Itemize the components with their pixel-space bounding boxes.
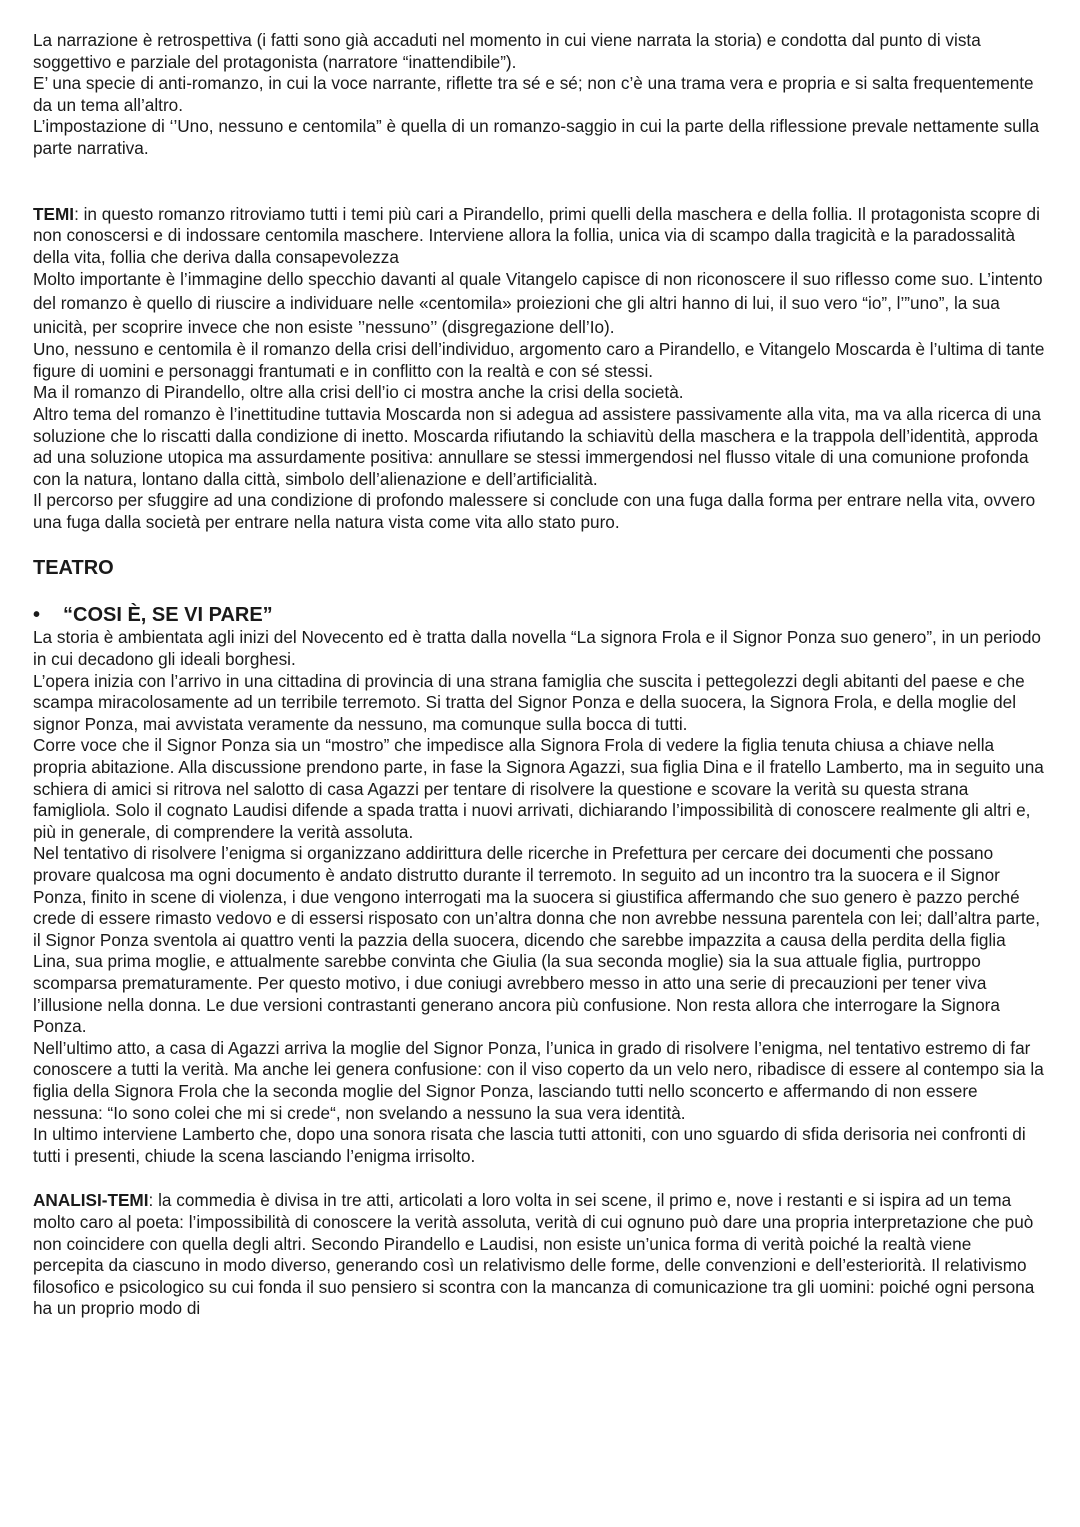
intro-paragraph-3: L’impostazione di ‘’Uno, nessuno e centomila” è quella di un romanzo-saggio in cui la parte della riflessione prevale nettamente sulla parte narrativa.	[33, 116, 1040, 158]
spacer	[33, 533, 1046, 556]
play-paragraph-6: In ultimo interviene Lamberto che, dopo una sonora risata che lascia tutti attoniti, con uno sguardo di sfida derisoria nei confronti di tutti i presenti, chiude la scena lasciando l’enigma irrisolto.	[33, 1124, 1026, 1166]
play-title-text: “COSI È, SE VI PARE”	[63, 604, 273, 627]
play-paragraph-2: L’opera inizia con l’arrivo in una cittadina di provincia di una strana famiglia che suscita i pettegolezzi degli abitanti del paese e che scampa miracolosamente ad un terribile terremoto. Si tratta del Signor Ponza e della suocera, la Signora Frola, e della moglie del signor Ponza, mai avvistata veramente da nessuno, ma comunque sulla bocca di tutti.	[33, 670, 1025, 734]
spacer	[33, 160, 1046, 204]
play-paragraph-1: La storia è ambientata agli inizi del Novecento ed è tratta dalla novella “La signora Frola e il Signor Ponza suo genero”, in un periodo in cui decadono gli ideali borghesi.	[33, 627, 1041, 670]
intro-paragraph-1: La narrazione è retrospettiva (i fatti sono già accaduti nel momento in cui viene narrata la storia) e condotta dal punto di vista soggettivo e parziale del protagonista (narratore “inattendibile”).	[33, 30, 981, 72]
bullet-icon: •	[33, 604, 41, 627]
temi-paragraph-3: Uno, nessuno e centomila è il romanzo della crisi dell’individuo, argomento caro a Pirandello, e Vitangelo Moscarda è l’ultima di tante figure di uomini e personaggi frantumati e in conflitto con la realtà e con sé stessi.	[33, 339, 1045, 381]
spacer	[33, 580, 1046, 603]
temi-paragraph-2: Molto importante è l’immagine dello specchio davanti al quale Vitangelo capisce di non riconoscere il suo riflesso come suo. L’intento del romanzo è quello di riuscire a individuare nelle «centomila» proiezioni che gli altri hanno di lui, il suo vero “io”, l’”uno”, la sua unicità, per scoprire invece che non esiste ’’nessuno’’ (disgregazione dell’Io).	[33, 269, 1043, 337]
spacer	[33, 1167, 1046, 1190]
temi-label: TEMI	[33, 203, 75, 224]
section-heading-teatro: TEATRO	[33, 557, 114, 580]
analisi-label: ANALISI-TEMI	[33, 1190, 149, 1211]
play-title	[33, 603, 1046, 627]
temi-paragraph-6: Il percorso per sfuggire ad una condizione di profondo malessere si conclude con una fuga dalla forma per entrare nella vita, ovvero una fuga dalla società per entrare nella natura vista come vita allo stato puro.	[33, 490, 1036, 532]
temi-paragraph-5: Altro tema del romanzo è l’inettitudine tuttavia Moscarda non si adegua ad assistere passivamente alla vita, ma va alla ricerca di una soluzione che lo riscatti dalla condizione di inetto. Moscarda rifiutando la schiavitù della maschera e la trappola dell’identità, approda ad una soluzione utopica ma assurdamente positiva: annullare se stessi immergendosi nel flusso vitale di una comunione profonda con la natura, lontano dalla città, simbolo dell’alienazione e dell’artificialità.	[33, 403, 1041, 489]
analisi-paragraph	[33, 1190, 1046, 1320]
play-paragraph-5: Nell’ultimo atto, a casa di Agazzi arriva la moglie del Signor Ponza, l’unica in grado di risolvere l’enigma, nel tentativo estremo di far conoscere a tutti la verità. Ma anche lei genera confusione: con il viso coperto da un velo nero, ribadisce di essere al contempo sia la figlia della Signora Frola che la seconda moglie del Signor Ponza, lasciando tutti nello sconcerto e affermando di non essere nessuna: “Io sono colei che mi si crede“, non svelando a nessuno la sua vera identità.	[33, 1037, 1044, 1123]
play-paragraph-4: Nel tentativo di risolvere l’enigma si organizzano addirittura delle ricerche in Prefettura per cercare dei documenti che possano provare qualcosa ma ogni documento è andato distrutto durante il terremoto. In seguito ad un incontro tra la suocera e il Signor Ponza, finito in scene di violenza, i due vengono interrogati ma la suocera si giustifica affermando che suo genero è pazzo perché crede di essere rimasto vedovo e di essersi risposato con un’altra donna che non avrebbe nessuna parentela con lei; dall’altra parte, il Signor Ponza sventola ai quattro venti la pazzia della suocera, dicendo che sarebbe impazzita a causa della perdita della figlia Lina, sua prima moglie, e attualmente sarebbe convinta che Giulia (la sua seconda moglie) sia la sua attuale figlia, purtroppo scomparsa prematuramente. Per questo motivo, i due coniugi avrebbero messo in atto una serie di precauzioni per tener viva l’illusione nella donna. Le due versioni contrastanti generano ancora più confusione. Non resta allora che interrogare la Signora Ponza.	[33, 843, 1041, 1037]
temi-paragraph-1	[33, 204, 1046, 269]
temi-text: : in questo romanzo ritroviamo tutti i temi più cari a Pirandello, primi quelli della maschera e della follia. Il protagonista scopre di non conoscersi e di indossare centomila maschere. Interviene allora la follia, unica via di scampo dalla tragicità e la paradossalità della vita, follia che deriva dalla consapevolezza	[33, 203, 1040, 267]
play-paragraph-3: Corre voce che il Signor Ponza sia un “mostro” che impedisce alla Signora Frola di vedere la figlia tenuta chiusa a chiave nella propria abitazione. Alla discussione prendono parte, in fase la Signora Agazzi, sua figlia Dina e il fratello Lamberto, ma in seguito una schiera di amici si ritrova nel salotto di casa Agazzi per tentare di risolvere la questione e scovare la verità su questa strana famigliola. Solo il cognato Laudisi difende a spada tratta i nuovi arrivati, dichiarando l’impossibilità di conoscere realmente gli altri e, più in generale, di comprendere la verità assoluta.	[33, 735, 1044, 842]
intro-paragraph-2: E’ una specie di anti-romanzo, in cui la voce narrante, riflette tra sé e sé; non c’è una trama vera e propria e si salta frequentemente da un tema all’altro.	[33, 73, 1034, 115]
temi-paragraph-4: Ma il romanzo di Pirandello, oltre alla crisi dell’io ci mostra anche la crisi della società.	[33, 382, 684, 403]
analisi-text: : la commedia è divisa in tre atti, articolati a loro volta in sei scene, il primo e, nove i restanti e si ispira ad un tema molto caro al poeta: l’impossibilità di conoscere la verità assoluta, verità di cui ognuno può dare una propria interpretazione che può non coincidere con quella degli altri. Secondo Pirandello e Laudisi, non esiste un’unica forma di verità poiché la realtà viene percepita da ciascuno in modo diverso, generando così un relativismo delle forme, delle convenzioni e dell’esteriorità. Il relativismo filosofico e psicologico su cui fonda il suo pensiero si scontra con la mancanza di comunicazione tra gli uomini: poiché ogni persona ha un proprio modo di	[33, 1190, 1035, 1319]
